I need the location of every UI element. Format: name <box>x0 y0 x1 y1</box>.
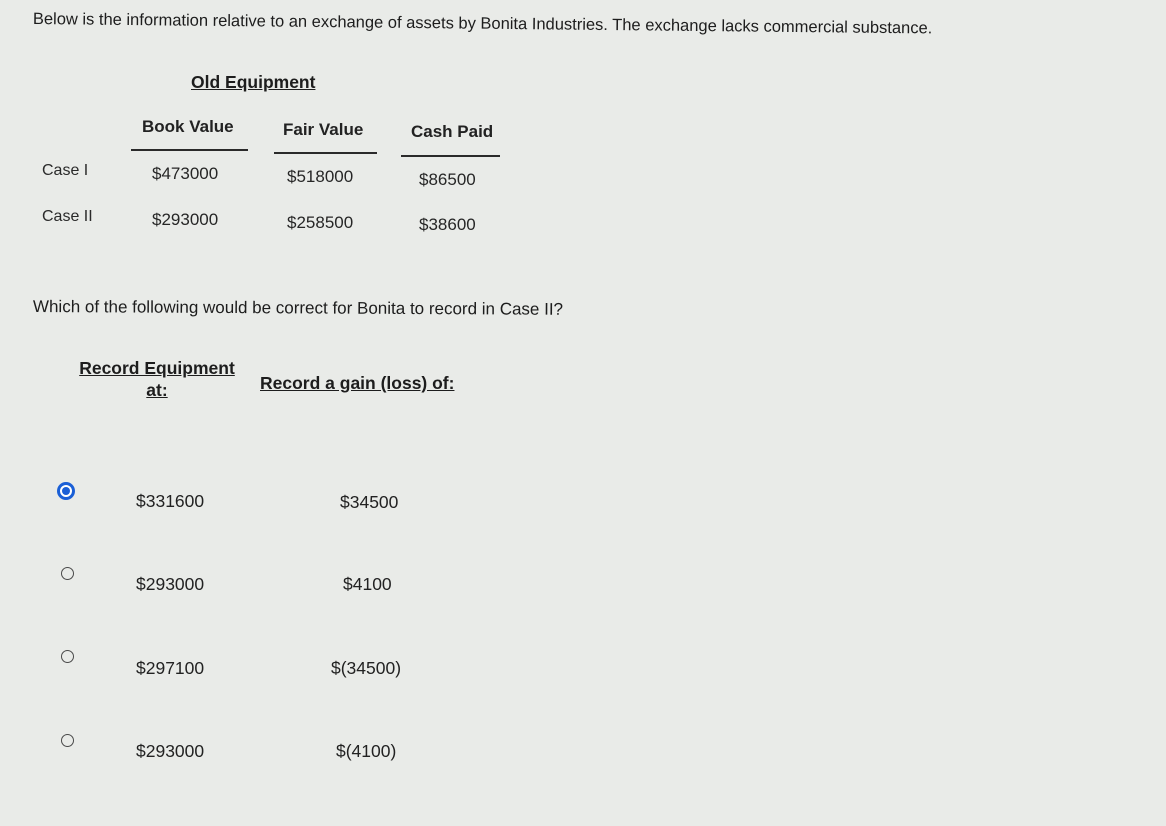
option-3-gain-loss: $(34500) <box>331 658 402 678</box>
case-1-fair-value: $518000 <box>287 167 354 186</box>
option-2-gain-loss: $4100 <box>343 574 392 594</box>
question-text: Which of the following would be correct for Bonita to record in Case II? <box>32 297 564 319</box>
cash-paid-rule <box>401 155 500 157</box>
option-3-equipment: $297100 <box>136 658 205 678</box>
radio-option-1[interactable] <box>57 482 75 500</box>
col-header-fair-value: Fair Value <box>283 120 364 139</box>
option-1-gain-loss: $34500 <box>340 492 399 512</box>
radio-option-3[interactable] <box>61 650 74 663</box>
intro-text: Below is the information relative to an exchange of assets by Bonita Industries. The exchange lacks commercial substance. <box>32 10 933 38</box>
option-4-gain-loss: $(4100) <box>336 741 397 761</box>
record-equipment-header: Record Equipment at: <box>79 358 235 400</box>
col-header-cash-paid: Cash Paid <box>411 122 494 141</box>
case-2-cash-paid: $38600 <box>419 215 476 234</box>
case-1-cash-paid: $86500 <box>419 170 476 189</box>
case-2-book-value: $293000 <box>152 210 219 229</box>
radio-option-2[interactable] <box>61 567 74 580</box>
col-header-book-value: Book Value <box>142 117 234 136</box>
fair-value-rule <box>274 152 377 154</box>
option-2-equipment: $293000 <box>136 574 205 594</box>
record-gain-loss-header: Record a gain (loss) of: <box>260 373 455 393</box>
case-2-fair-value: $258500 <box>287 213 354 232</box>
row-label-case-1: Case I <box>42 162 89 179</box>
case-1-book-value: $473000 <box>152 164 219 183</box>
row-label-case-2: Case II <box>42 208 93 225</box>
radio-option-4[interactable] <box>61 734 74 747</box>
old-equipment-header: Old Equipment <box>191 72 316 92</box>
option-1-equipment: $331600 <box>136 491 205 511</box>
book-value-rule <box>131 149 248 151</box>
option-4-equipment: $293000 <box>136 741 205 761</box>
